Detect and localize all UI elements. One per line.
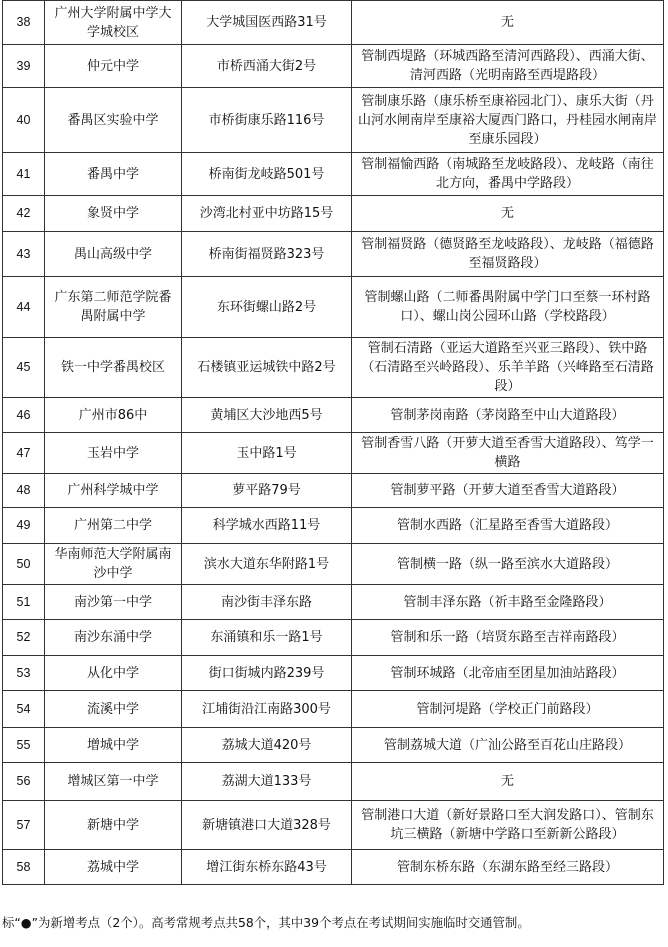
school-address: 市桥街康乐路116号 <box>182 88 352 153</box>
school-name: 广州大学附属中学大学城校区 <box>45 1 182 45</box>
school-name: 广州第二中学 <box>45 508 182 544</box>
table-row <box>3 801 664 850</box>
school-name: 铁一中学番禺校区 <box>45 338 182 398</box>
table-row <box>3 728 664 763</box>
row-number: 41 <box>3 153 45 196</box>
row-number: 40 <box>3 88 45 153</box>
table-body <box>3 1 664 885</box>
school-name: 番禺区实验中学 <box>45 88 182 153</box>
table-row <box>3 763 664 801</box>
table-row <box>3 196 664 232</box>
table-row <box>3 656 664 691</box>
traffic-control: 管制螺山路（二师番禺附属中学门口至蔡一环村路口）、螺山岗公园环山路（学校路段） <box>352 277 664 338</box>
school-address: 桥南街龙岐路501号 <box>182 153 352 196</box>
exam-sites-table <box>2 0 664 885</box>
school-address: 大学城国医西路31号 <box>182 1 352 45</box>
footnote: 标“●”为新增考点（2个）。高考常规考点共58个，其中39个考点在考试期间实施临时交通管制。 <box>2 915 530 930</box>
row-number: 43 <box>3 232 45 277</box>
traffic-control: 无 <box>352 763 664 801</box>
table-row <box>3 338 664 398</box>
school-name: 华南师范大学附属南沙中学 <box>45 544 182 585</box>
table-row <box>3 45 664 88</box>
traffic-control: 管制福愉西路（南城路至龙岐路段）、龙岐路（南往北方向，番禺中学路段） <box>352 153 664 196</box>
row-number: 49 <box>3 508 45 544</box>
traffic-control: 管制石清路（亚运大道路至兴亚三路段）、铁中路（石清路至兴岭路段）、乐羊羊路（兴峰路至石清路段） <box>352 338 664 398</box>
school-name: 番禺中学 <box>45 153 182 196</box>
traffic-control: 管制环城路（北帝庙至团星加油站路段） <box>352 656 664 691</box>
traffic-control: 管制水西路（汇星路至香雪大道路段） <box>352 508 664 544</box>
row-number: 55 <box>3 728 45 763</box>
traffic-control: 管制和乐一路（培贤东路至吉祥南路段） <box>352 620 664 656</box>
school-name: 广州科学城中学 <box>45 474 182 508</box>
traffic-control: 管制横一路（纵一路至滨水大道路段） <box>352 544 664 585</box>
school-address: 石楼镇亚运城铁中路2号 <box>182 338 352 398</box>
school-address: 荔湖大道133号 <box>182 763 352 801</box>
school-name: 流溪中学 <box>45 691 182 728</box>
traffic-control: 管制福贤路（德贤路至龙岐路段）、龙岐路（福德路至福贤路段） <box>352 232 664 277</box>
school-address: 市桥西涌大街2号 <box>182 45 352 88</box>
row-number: 58 <box>3 850 45 885</box>
school-address: 南沙街丰泽东路 <box>182 585 352 620</box>
table-row <box>3 508 664 544</box>
traffic-control: 管制东桥东路（东湖东路至经三路段） <box>352 850 664 885</box>
school-address: 荔城大道420号 <box>182 728 352 763</box>
traffic-control: 无 <box>352 1 664 45</box>
table-row <box>3 691 664 728</box>
school-address: 江埔街沿江南路300号 <box>182 691 352 728</box>
row-number: 46 <box>3 398 45 433</box>
row-number: 44 <box>3 277 45 338</box>
school-name: 从化中学 <box>45 656 182 691</box>
row-number: 52 <box>3 620 45 656</box>
row-number: 45 <box>3 338 45 398</box>
traffic-control: 管制河堤路（学校正门前路段） <box>352 691 664 728</box>
school-address: 桥南街福贤路323号 <box>182 232 352 277</box>
school-address: 新塘镇港口大道328号 <box>182 801 352 850</box>
traffic-control: 管制丰泽东路（祈丰路至金隆路段） <box>352 585 664 620</box>
traffic-control: 管制茅岗南路（茅岗路至中山大道路段） <box>352 398 664 433</box>
row-number: 54 <box>3 691 45 728</box>
traffic-control: 无 <box>352 196 664 232</box>
row-number: 56 <box>3 763 45 801</box>
traffic-control: 管制香雪八路（开萝大道至香雪大道路段）、笃学一横路 <box>352 433 664 474</box>
table-row <box>3 232 664 277</box>
school-name: 增城中学 <box>45 728 182 763</box>
traffic-control: 管制西堤路（环城西路至清河西路段）、西涌大街、清河西路（光明南路至西堤路段） <box>352 45 664 88</box>
school-name: 仲元中学 <box>45 45 182 88</box>
school-name: 荔城中学 <box>45 850 182 885</box>
row-number: 39 <box>3 45 45 88</box>
table-row <box>3 277 664 338</box>
school-address: 黄埔区大沙地西5号 <box>182 398 352 433</box>
school-name: 新塘中学 <box>45 801 182 850</box>
row-number: 53 <box>3 656 45 691</box>
school-address: 萝平路79号 <box>182 474 352 508</box>
table-row <box>3 88 664 153</box>
row-number: 47 <box>3 433 45 474</box>
table-row <box>3 544 664 585</box>
table-row <box>3 398 664 433</box>
school-address: 增江街东桥东路43号 <box>182 850 352 885</box>
school-name: 象贤中学 <box>45 196 182 232</box>
traffic-control: 管制萝平路（开萝大道至香雪大道路段） <box>352 474 664 508</box>
school-address: 科学城水西路11号 <box>182 508 352 544</box>
school-name: 增城区第一中学 <box>45 763 182 801</box>
table-row <box>3 850 664 885</box>
school-name: 南沙第一中学 <box>45 585 182 620</box>
traffic-control: 管制康乐路（康乐桥至康裕园北门）、康乐大街（丹山河水闸南岸至康裕大厦西门路口，丹桂园水闸南岸至康乐园段） <box>352 88 664 153</box>
row-number: 51 <box>3 585 45 620</box>
school-address: 东涌镇和乐一路1号 <box>182 620 352 656</box>
table-row <box>3 153 664 196</box>
school-name: 禺山高级中学 <box>45 232 182 277</box>
traffic-control: 管制荔城大道（广汕公路至百花山庄路段） <box>352 728 664 763</box>
school-address: 东环街螺山路2号 <box>182 277 352 338</box>
school-name: 广州市86中 <box>45 398 182 433</box>
school-address: 玉中路1号 <box>182 433 352 474</box>
table-row <box>3 433 664 474</box>
traffic-control: 管制港口大道（新好景路口至大润发路口）、管制东坑三横路（新塘中学路口至新新公路段） <box>352 801 664 850</box>
table-row <box>3 620 664 656</box>
row-number: 38 <box>3 1 45 45</box>
row-number: 48 <box>3 474 45 508</box>
row-number: 50 <box>3 544 45 585</box>
school-name: 南沙东涌中学 <box>45 620 182 656</box>
school-address: 滨水大道东华附路1号 <box>182 544 352 585</box>
school-name: 广东第二师范学院番禺附属中学 <box>45 277 182 338</box>
school-address: 沙湾北村亚中坊路15号 <box>182 196 352 232</box>
row-number: 42 <box>3 196 45 232</box>
table-row <box>3 474 664 508</box>
table-row <box>3 585 664 620</box>
school-name: 玉岩中学 <box>45 433 182 474</box>
row-number: 57 <box>3 801 45 850</box>
table-row <box>3 1 664 45</box>
school-address: 街口街城内路239号 <box>182 656 352 691</box>
